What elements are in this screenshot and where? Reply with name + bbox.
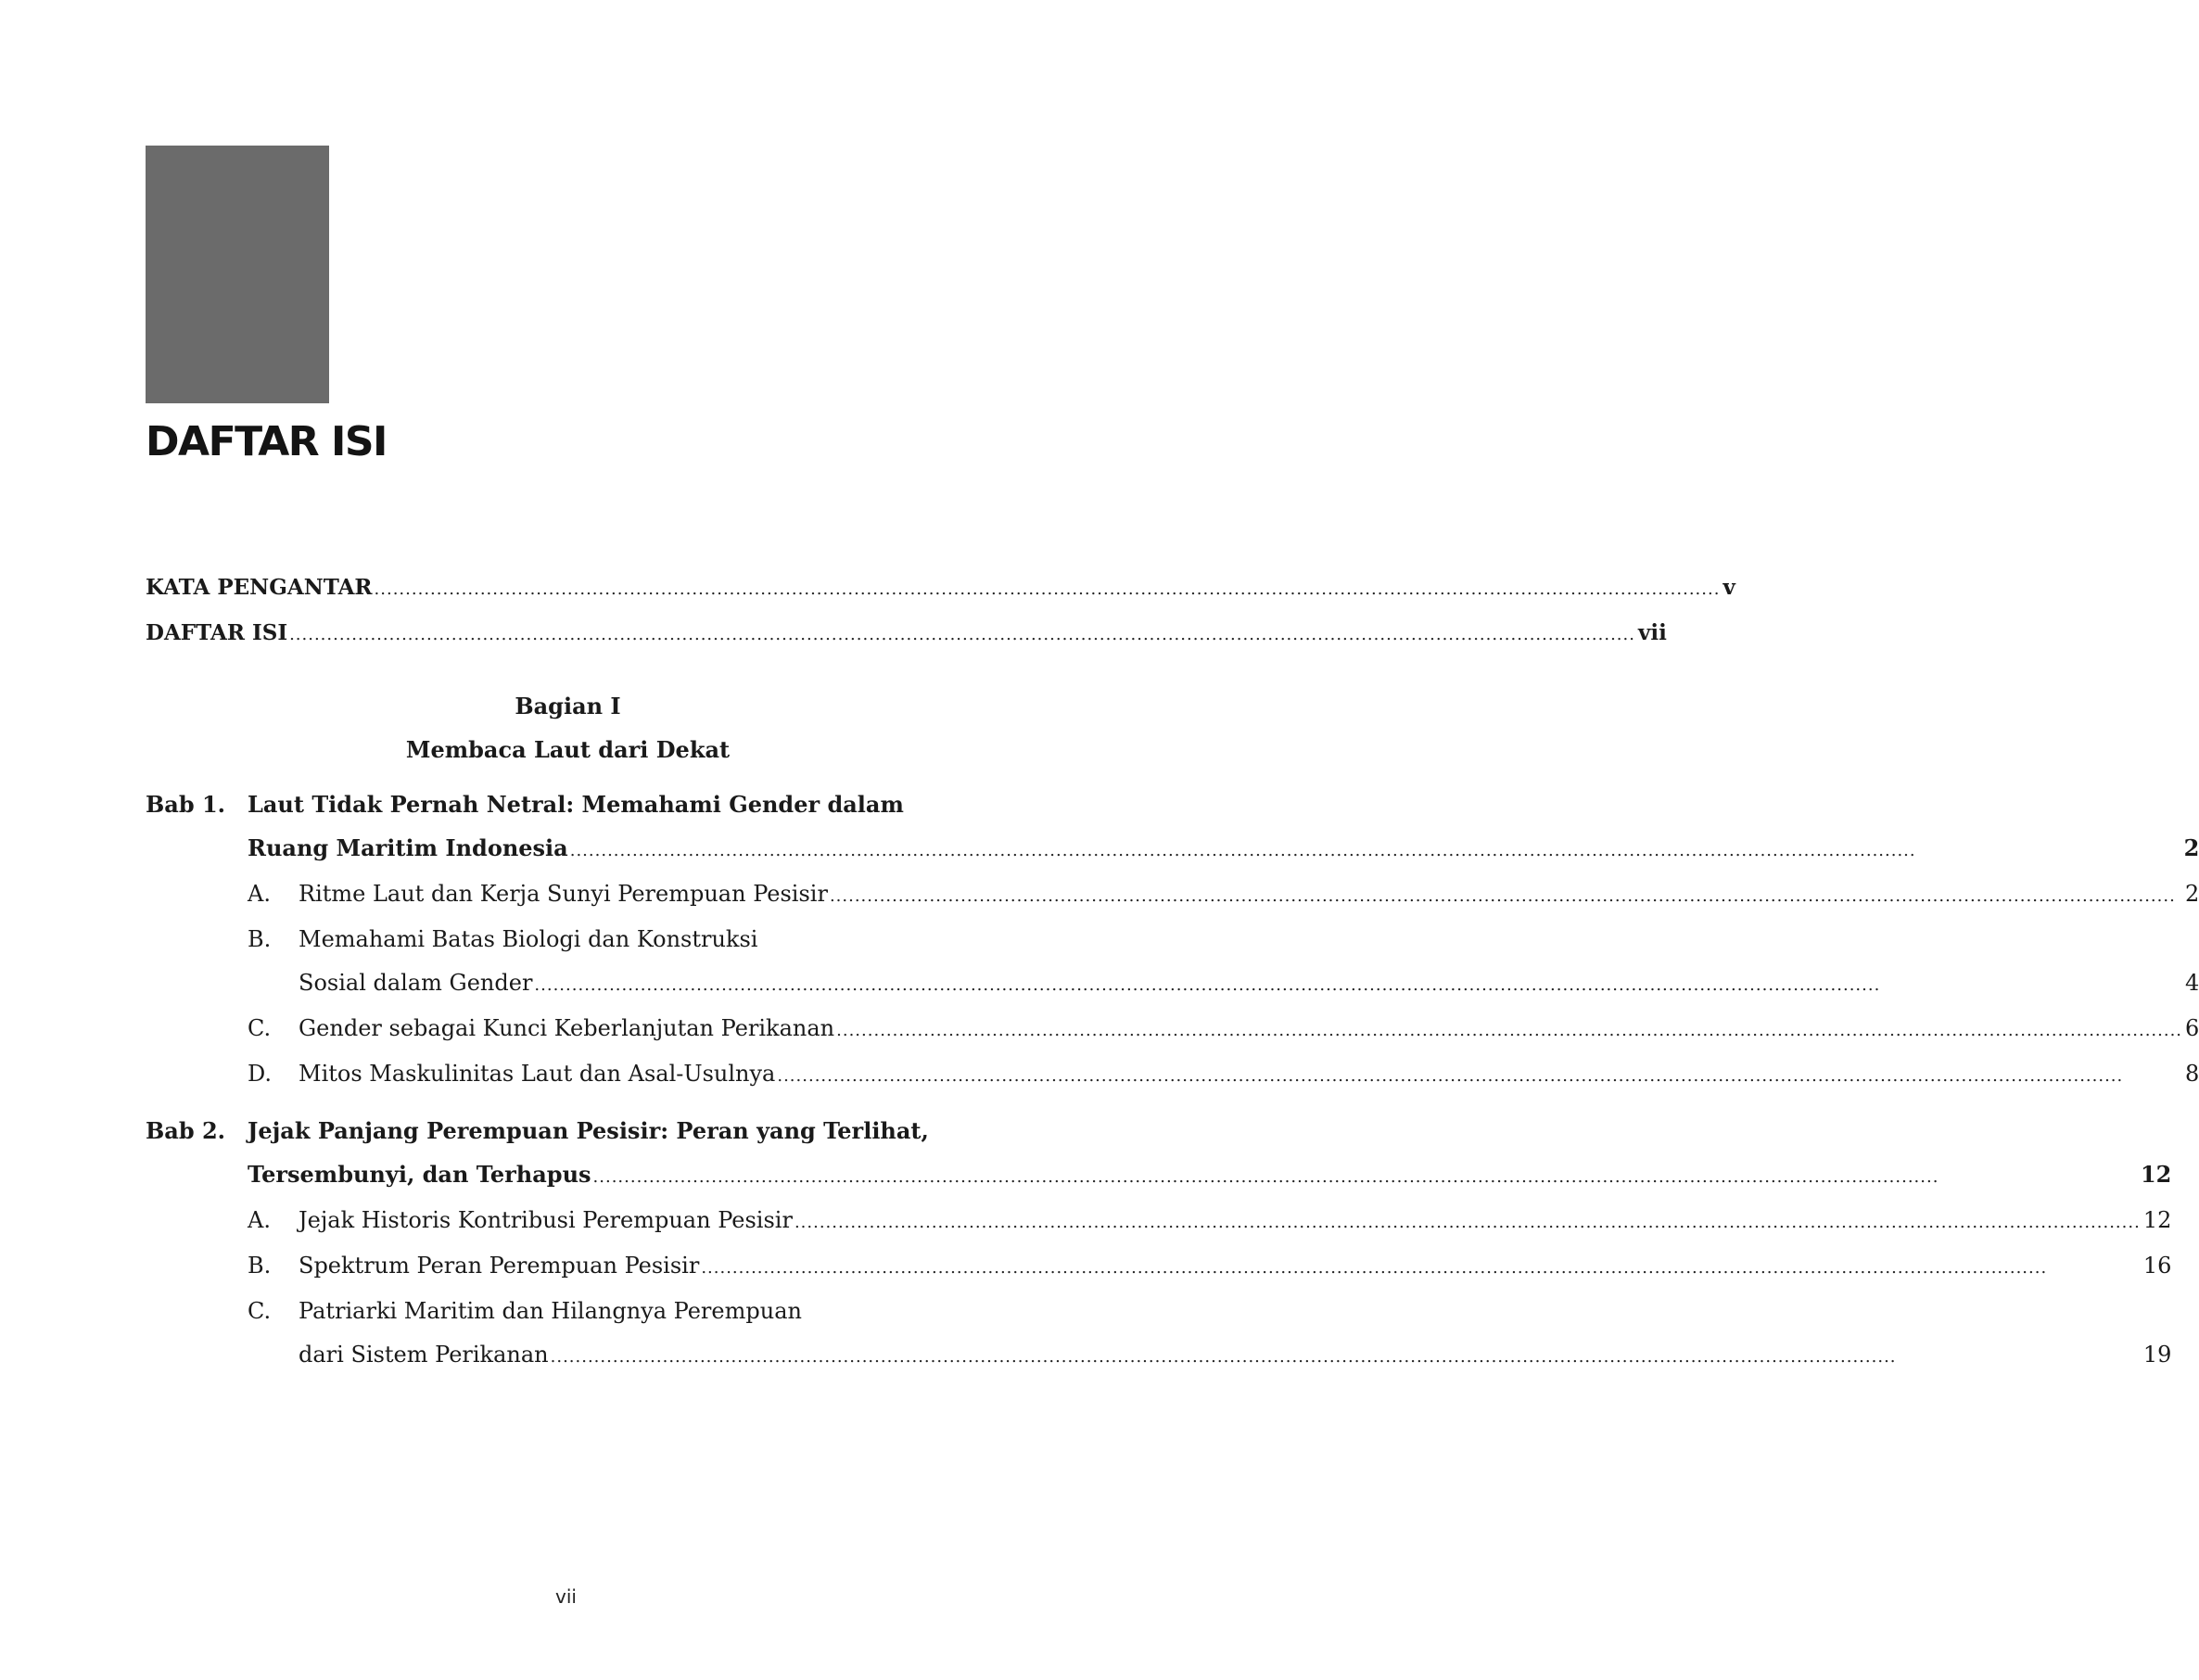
section-title: Spektrum Peran Perempuan Pesisir: [299, 1253, 700, 1279]
toc-chapter-2: [146, 1109, 2172, 1379]
section-letter: C.: [248, 1298, 272, 1324]
chapter-title-line: Tersembunyi, dan Terhapus: [248, 1161, 591, 1188]
chapter-title-entry[interactable]: [248, 826, 2199, 872]
chapter-number: Bab 1.: [146, 791, 226, 818]
section-page: 2: [2185, 881, 2199, 907]
toc-entry-page: vii: [1637, 620, 1667, 645]
section-entry: [299, 1333, 2171, 1379]
chapter-title-line[interactable]: Laut Tidak Pernah Netral: Memahami Gender dalam: [248, 791, 904, 818]
dot-leader: [777, 1054, 2182, 1098]
dot-leader: [551, 1335, 2141, 1379]
dot-leader: [701, 1246, 2141, 1290]
section-letter: B.: [248, 926, 272, 952]
table-of-contents: [146, 566, 2199, 1379]
section-page: 12: [2142, 1207, 2172, 1233]
section-page: 6: [2185, 1015, 2199, 1041]
chapter-title-entry[interactable]: [248, 1152, 2171, 1199]
chapter-opener-block: [146, 146, 329, 403]
chapter-body: [248, 783, 2199, 1098]
section-page: 19: [2142, 1342, 2172, 1368]
dot-leader: [593, 1155, 2138, 1199]
section-title-line: Memahami Batas Biologi dan Konstruksi: [299, 926, 758, 952]
section-title: Mitos Maskulinitas Laut dan Asal-Usulnya: [299, 1061, 776, 1087]
chapter-title-line[interactable]: Jejak Panjang Perempuan Pesisir: Peran yang Terlihat,: [248, 1117, 929, 1144]
toc-section-1b[interactable]: [248, 918, 2199, 1007]
toc-section-1a[interactable]: [248, 872, 2199, 918]
chapter-page: 12: [2140, 1161, 2172, 1188]
section-page: 8: [2185, 1061, 2199, 1087]
section-title-line: Sosial dalam Gender: [299, 970, 533, 996]
toc-entry-label: KATA PENGANTAR: [146, 575, 373, 600]
dot-leader: [534, 963, 2182, 1007]
section-entry: [299, 1244, 2171, 1290]
toc-section-1c[interactable]: [248, 1007, 2199, 1052]
toc-section-1d[interactable]: [248, 1052, 2199, 1098]
section-letter: C.: [248, 1015, 272, 1041]
toc-section-2c[interactable]: [248, 1290, 2171, 1379]
dot-leader: [570, 829, 2181, 872]
section-letter: A.: [248, 1207, 271, 1233]
dot-leader: [836, 1009, 2182, 1052]
dot-leader: [794, 1201, 2141, 1244]
section-title: Gender sebagai Kunci Keberlanjutan Perikanan: [299, 1015, 835, 1041]
toc-entry-label: DAFTAR ISI: [146, 620, 288, 645]
section-letter: D.: [248, 1061, 273, 1087]
toc-entry-page: v: [1722, 575, 1735, 600]
section-page: 16: [2142, 1253, 2172, 1279]
toc-entry-daftar-isi[interactable]: [146, 611, 1667, 656]
dot-leader: [289, 613, 1635, 656]
toc-chapter-1: [146, 783, 2199, 1098]
section-letter: A.: [248, 881, 271, 907]
section-entry: [299, 1052, 2199, 1098]
section-entry: [299, 961, 2199, 1007]
section-entry: [299, 1199, 2171, 1244]
part-label: Bagian I: [515, 693, 621, 719]
section-letter: B.: [248, 1253, 272, 1279]
section-title: Jejak Historis Kontribusi Perempuan Pesisir: [299, 1207, 793, 1233]
toc-section-2a[interactable]: [248, 1199, 2171, 1244]
dot-leader: [375, 567, 1721, 611]
page-number: vii: [555, 1585, 577, 1608]
section-entry: [299, 872, 2199, 918]
section-page: 4: [2185, 970, 2199, 996]
toc-section-2b[interactable]: [248, 1244, 2171, 1290]
chapter-page: 2: [2183, 834, 2199, 861]
dot-leader: [830, 874, 2182, 918]
page-title: DAFTAR ISI: [146, 418, 387, 465]
chapter-body: [248, 1109, 2171, 1379]
section-title-line: dari Sistem Perikanan: [299, 1342, 549, 1368]
chapter-number: Bab 2.: [146, 1117, 226, 1144]
section-entry: [299, 1007, 2199, 1052]
chapter-title-line: Ruang Maritim Indonesia: [248, 834, 568, 861]
toc-entry-kata-pengantar[interactable]: [146, 566, 1735, 611]
part-title: Membaca Laut dari Dekat: [405, 736, 731, 763]
section-title-line: Patriarki Maritim dan Hilangnya Perempuan: [299, 1298, 802, 1324]
section-title: Ritme Laut dan Kerja Sunyi Perempuan Pesisir: [299, 881, 828, 907]
